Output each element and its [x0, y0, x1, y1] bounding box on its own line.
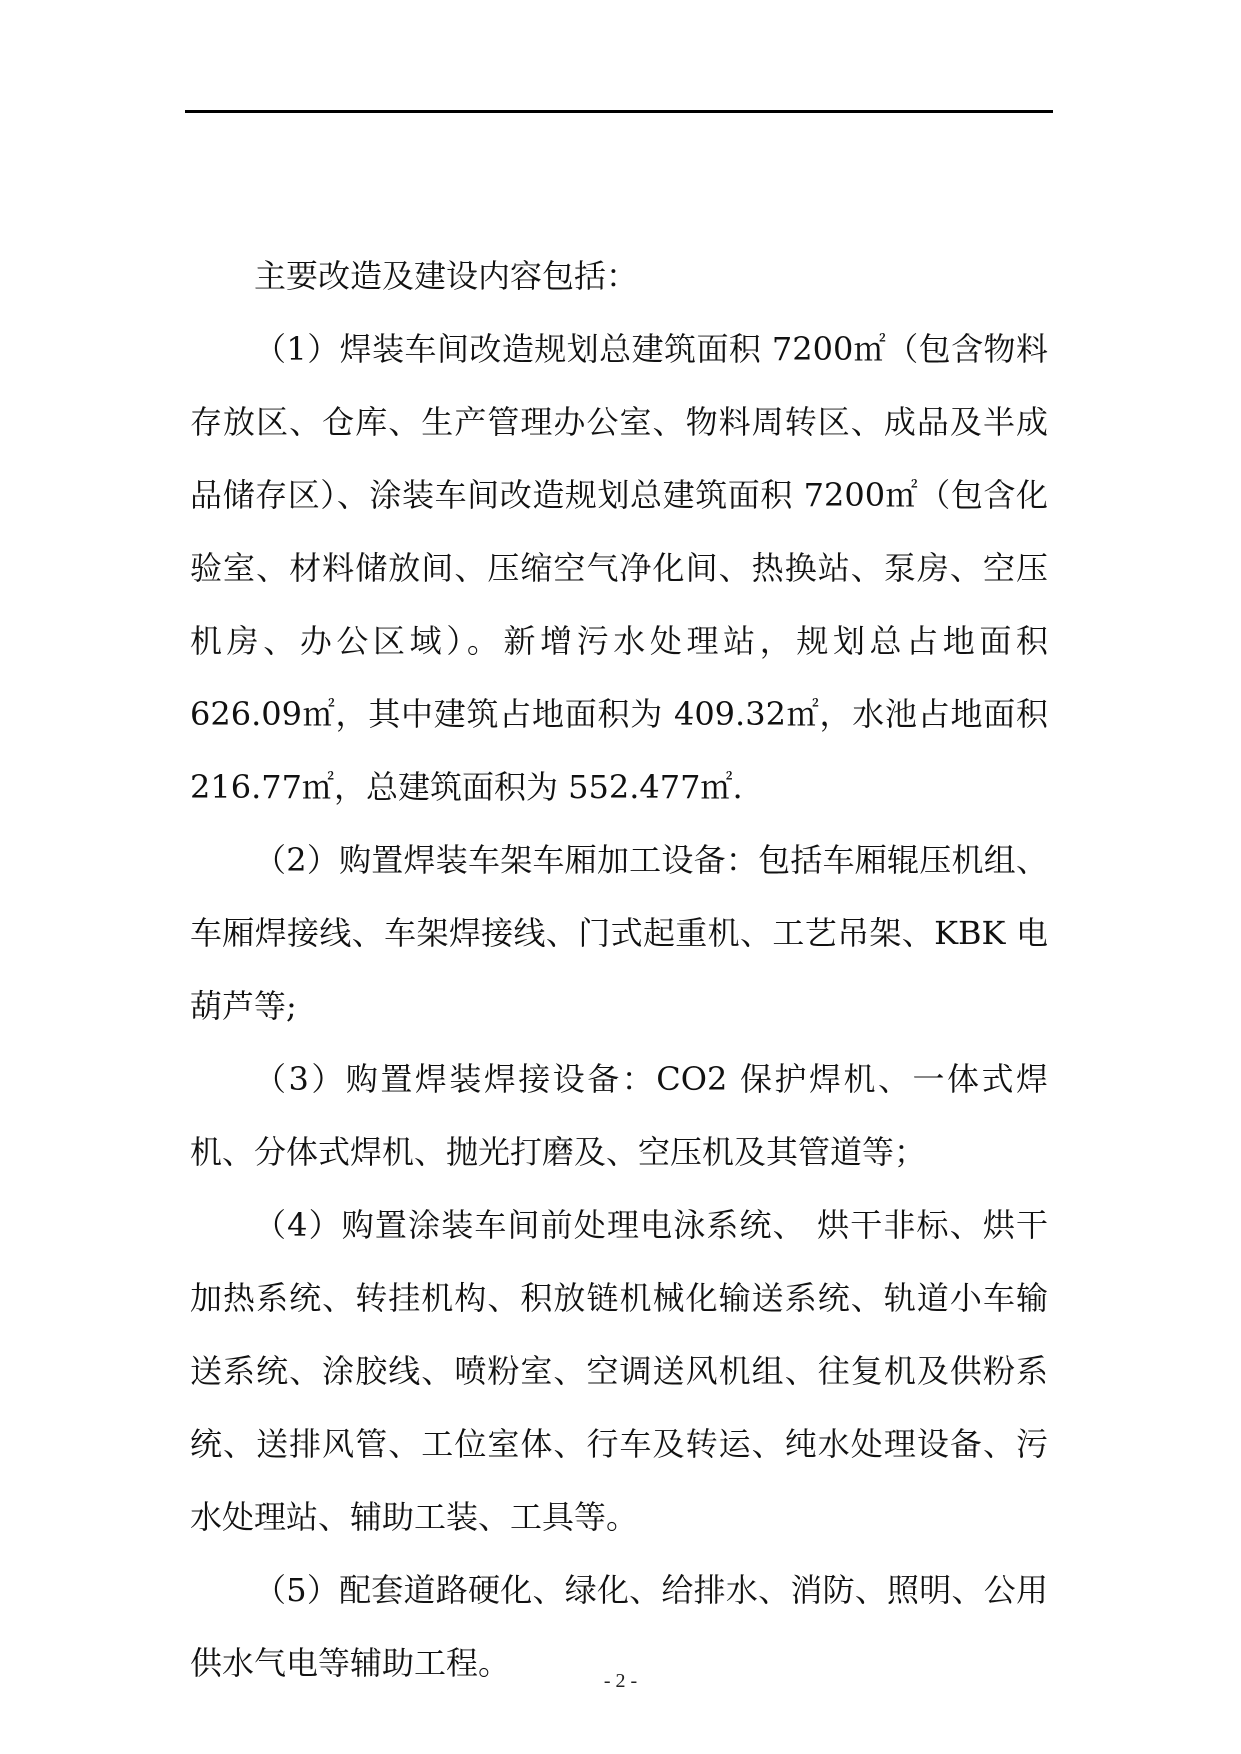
page-number: - 2 - [603, 1670, 638, 1692]
header-rule [185, 110, 1053, 113]
item-paragraph-3: （3）购置焊装焊接设备：CO2 保护焊机、一体式焊机、分体式焊机、抛光打磨及、空压机及其管道等； [190, 1060, 1048, 1171]
item-paragraph-2: （2）购置焊装车架车厢加工设备：包括车厢辊压机组、车厢焊接线、车架焊接线、门式起重机、工艺吊架、KBK 电葫芦等; [190, 841, 1048, 1025]
item-paragraph-1: （1）焊装车间改造规划总建筑面积 7200㎡（包含物料存放区、仓库、生产管理办公室、物料周转区、成品及半成品储存区）、涂装车间改造规划总建筑面积 7200㎡（包含化验室、材料储放间、压缩空气净化间、热换站、泵房、空压机房、办公区域）。新增污水处理站，规划总占地面积 626.09㎡，其中建筑占地面积为 409.32㎡，水池占地面积 216.77㎡，总建筑面积为 552.477㎡. [190, 330, 1048, 806]
body-text [190, 240, 1048, 1700]
intro-paragraph: 主要改造及建设内容包括： [254, 257, 639, 295]
item-paragraph-4: （4）购置涂装车间前处理电泳系统、 烘干非标、烘干加热系统、转挂机构、积放链机械化输送系统、轨道小车输送系统、涂胶线、喷粉室、空调送风机组、往复机及供粉系统、送排风管、工位室体、行车及转运、纯水处理设备、污水处理站、辅助工装、工具等。 [190, 1206, 1048, 1536]
item-paragraph-5: （5）配套道路硬化、绿化、给排水、消防、照明、公用供水气电等辅助工程。 [190, 1571, 1048, 1682]
